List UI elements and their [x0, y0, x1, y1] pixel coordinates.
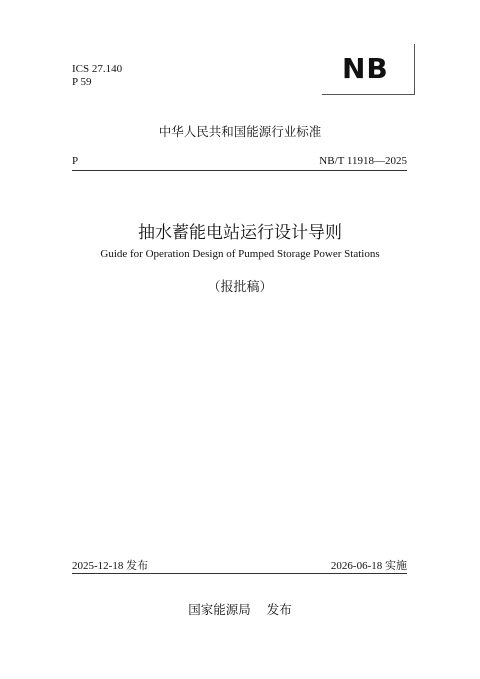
nb-logo	[322, 44, 415, 95]
nb-logo-text: NB	[342, 52, 389, 85]
implementation-date: 2026-06-18 实施	[330, 560, 407, 572]
ics-code: ICS 27.140	[72, 63, 123, 75]
issue-date: 2025-12-18 发布	[72, 560, 149, 572]
industry-standard-title: 中华人民共和国能源行业标准	[158, 124, 322, 139]
document-title-en: Guide for Operation Design of Pumped Storage Power Stations	[100, 248, 380, 260]
publisher-name: 国家能源局	[188, 602, 251, 617]
publisher-line	[0, 600, 480, 618]
top-divider	[72, 170, 407, 171]
bottom-divider	[72, 573, 407, 574]
publisher-action: 发布	[266, 602, 292, 617]
ccs-code: P 59	[72, 76, 92, 88]
standard-number: NB/T 11918—2025	[319, 155, 407, 167]
classification-code: P	[72, 155, 79, 167]
draft-status: （报批稿）	[207, 280, 273, 295]
ics-code-block	[72, 63, 122, 89]
document-title-zh: 抽水蓄能电站运行设计导则	[138, 223, 342, 243]
